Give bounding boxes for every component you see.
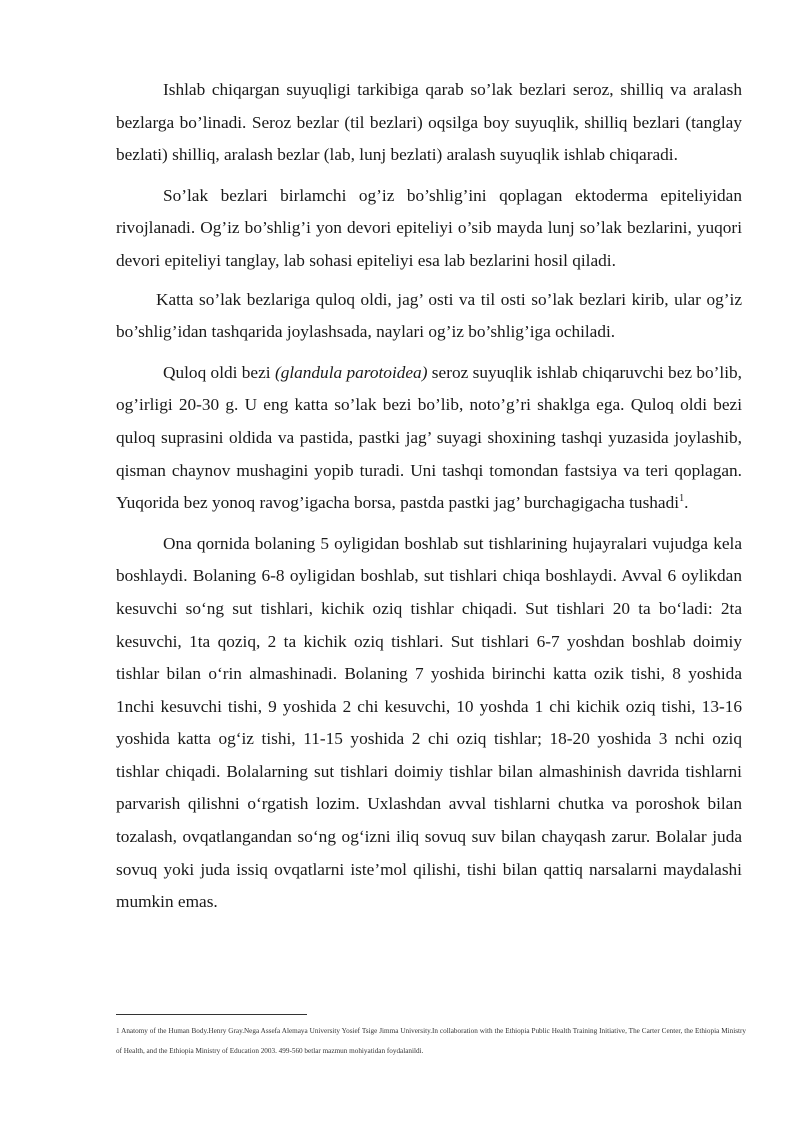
footnote-reference[interactable]: 1 (679, 493, 685, 505)
paragraph-milk-teeth: Ona qornida bolaning 5 oyligidan boshlab sut tishlarining hujayralari vujudga kela boshlaydi. Bolaning 6-8 oyligidan boshlab, sut tishlari chiqa boshlaydi. Avval 6 oylikdan kesuvchi so‘ng sut tishlari, kichik oziq tishlar chiqadi. Sut tishlari 20 ta bo‘ladi: 2ta kesuvchi, 1ta qoziq, 2 ta kichik oziq tishlari. Sut tishlari 6-7 yoshdan boshlab doimiy tishlar bilan o‘rin almashinadi. Bolaning 7 yoshida birinchi katta ozik tishi, 8 yoshida 1nchi kesuvchi tishi, 9 yoshida 2 chi kesuvchi, 10 yoshda 1 chi kichik oziq tishi, 13-16 yoshida katta og‘iz tishi, 11-15 yoshida 2 chi oziq tishlar; 18-20 yoshida 3 nchi oziq tishlar chiqadi. Bolalarning sut tishlari doimiy tishlar bilan almashinish davrida tishlarni parvarish qilishni o‘rgatish lozim. Uxlashdan avval tishlarni chutka va poroshok bilan tozalash, ovqatlangandan so‘ng og‘izni iliq sovuq suv bilan chayqash zarur. Bolalar juda sovuq yoki juda issiq ovqatlarni iste’mol qilishi, tishi bilan qattiq narsalarni maydalashi mumkin emas. (116, 533, 742, 912)
paragraph-major-salivary-glands: Katta so’lak bezlariga quloq oldi, jag’ osti va til osti so’lak bezlari kirib, ular og’iz bo’shlig’idan tashqarida joylashsada, naylari og’iz bo’shlig’iga ochiladi. (116, 289, 742, 342)
parotid-latin-term: (glandula parotoidea) (274, 362, 428, 382)
paragraph-parotid-gland (116, 357, 742, 520)
paragraph-salivary-gland-types: Ishlab chiqargan suyuqligi tarkibiga qarab so’lak bezlari seroz, shilliq va aralash bezlarga bo’linadi. Seroz bezlar (til bezlari) oqsilga boy suyuqlik, shilliq bezlari (tanglay bezlati) shilliq, aralash bezlar (lab, lunj bezlati) aralash suyuqlik ishlab chiqaradi. (116, 80, 742, 165)
footnote (116, 1021, 746, 1061)
parotid-text-end: . (684, 493, 689, 513)
footnote-separator (116, 1014, 307, 1015)
footnote-number: 1 (116, 1027, 120, 1035)
footnote-text: Anatomy of the Human Body.Henry Gray.Nega Assefa Alemaya University Yosief Tsige Jimma University.In collaboration with the Ethiopia Public Health Training Initiative, The Carter Center, the Ethiopia Ministry of Health, and the Ethiopia Ministry of Education 2003. 499-560 betlar mazmun mohiyatidan foydalanildi. (116, 1027, 746, 1055)
parotid-text-start: Quloq oldi bezi (163, 362, 275, 382)
parotid-text-rest: seroz suyuqlik ishlab chiqaruvchi bez bo’lib, og’irligi 20-30 g. U eng katta so’lak bezi bo’lib, noto’g’ri shaklga ega. Quloq oldi bezi quloq suprasini oldida va pastida, pastki jag’ suyagi shoxining tashqi yuzasida joylashib, qisman chaynov mushagini yopib turadi. Uni tashqi tomondan fastsiya va teri qoplagan. Yuqorida bez yonoq ravog’igacha borsa, pastda pastki jag’ burchagigacha tushadi (116, 362, 742, 513)
body-text (116, 74, 742, 919)
paragraph-salivary-gland-development: So’lak bezlari birlamchi og’iz bo’shlig’ini qoplagan ektoderma epiteliyidan rivojlanadi. Og’iz bo’shlig’i yon devori epiteliyi o’sib mayda lunj so’lak bezlarini, yuqori devori epiteliyi tanglay, lab sohasi epiteliyi esa lab bezlarini hosil qiladi. (116, 185, 742, 270)
